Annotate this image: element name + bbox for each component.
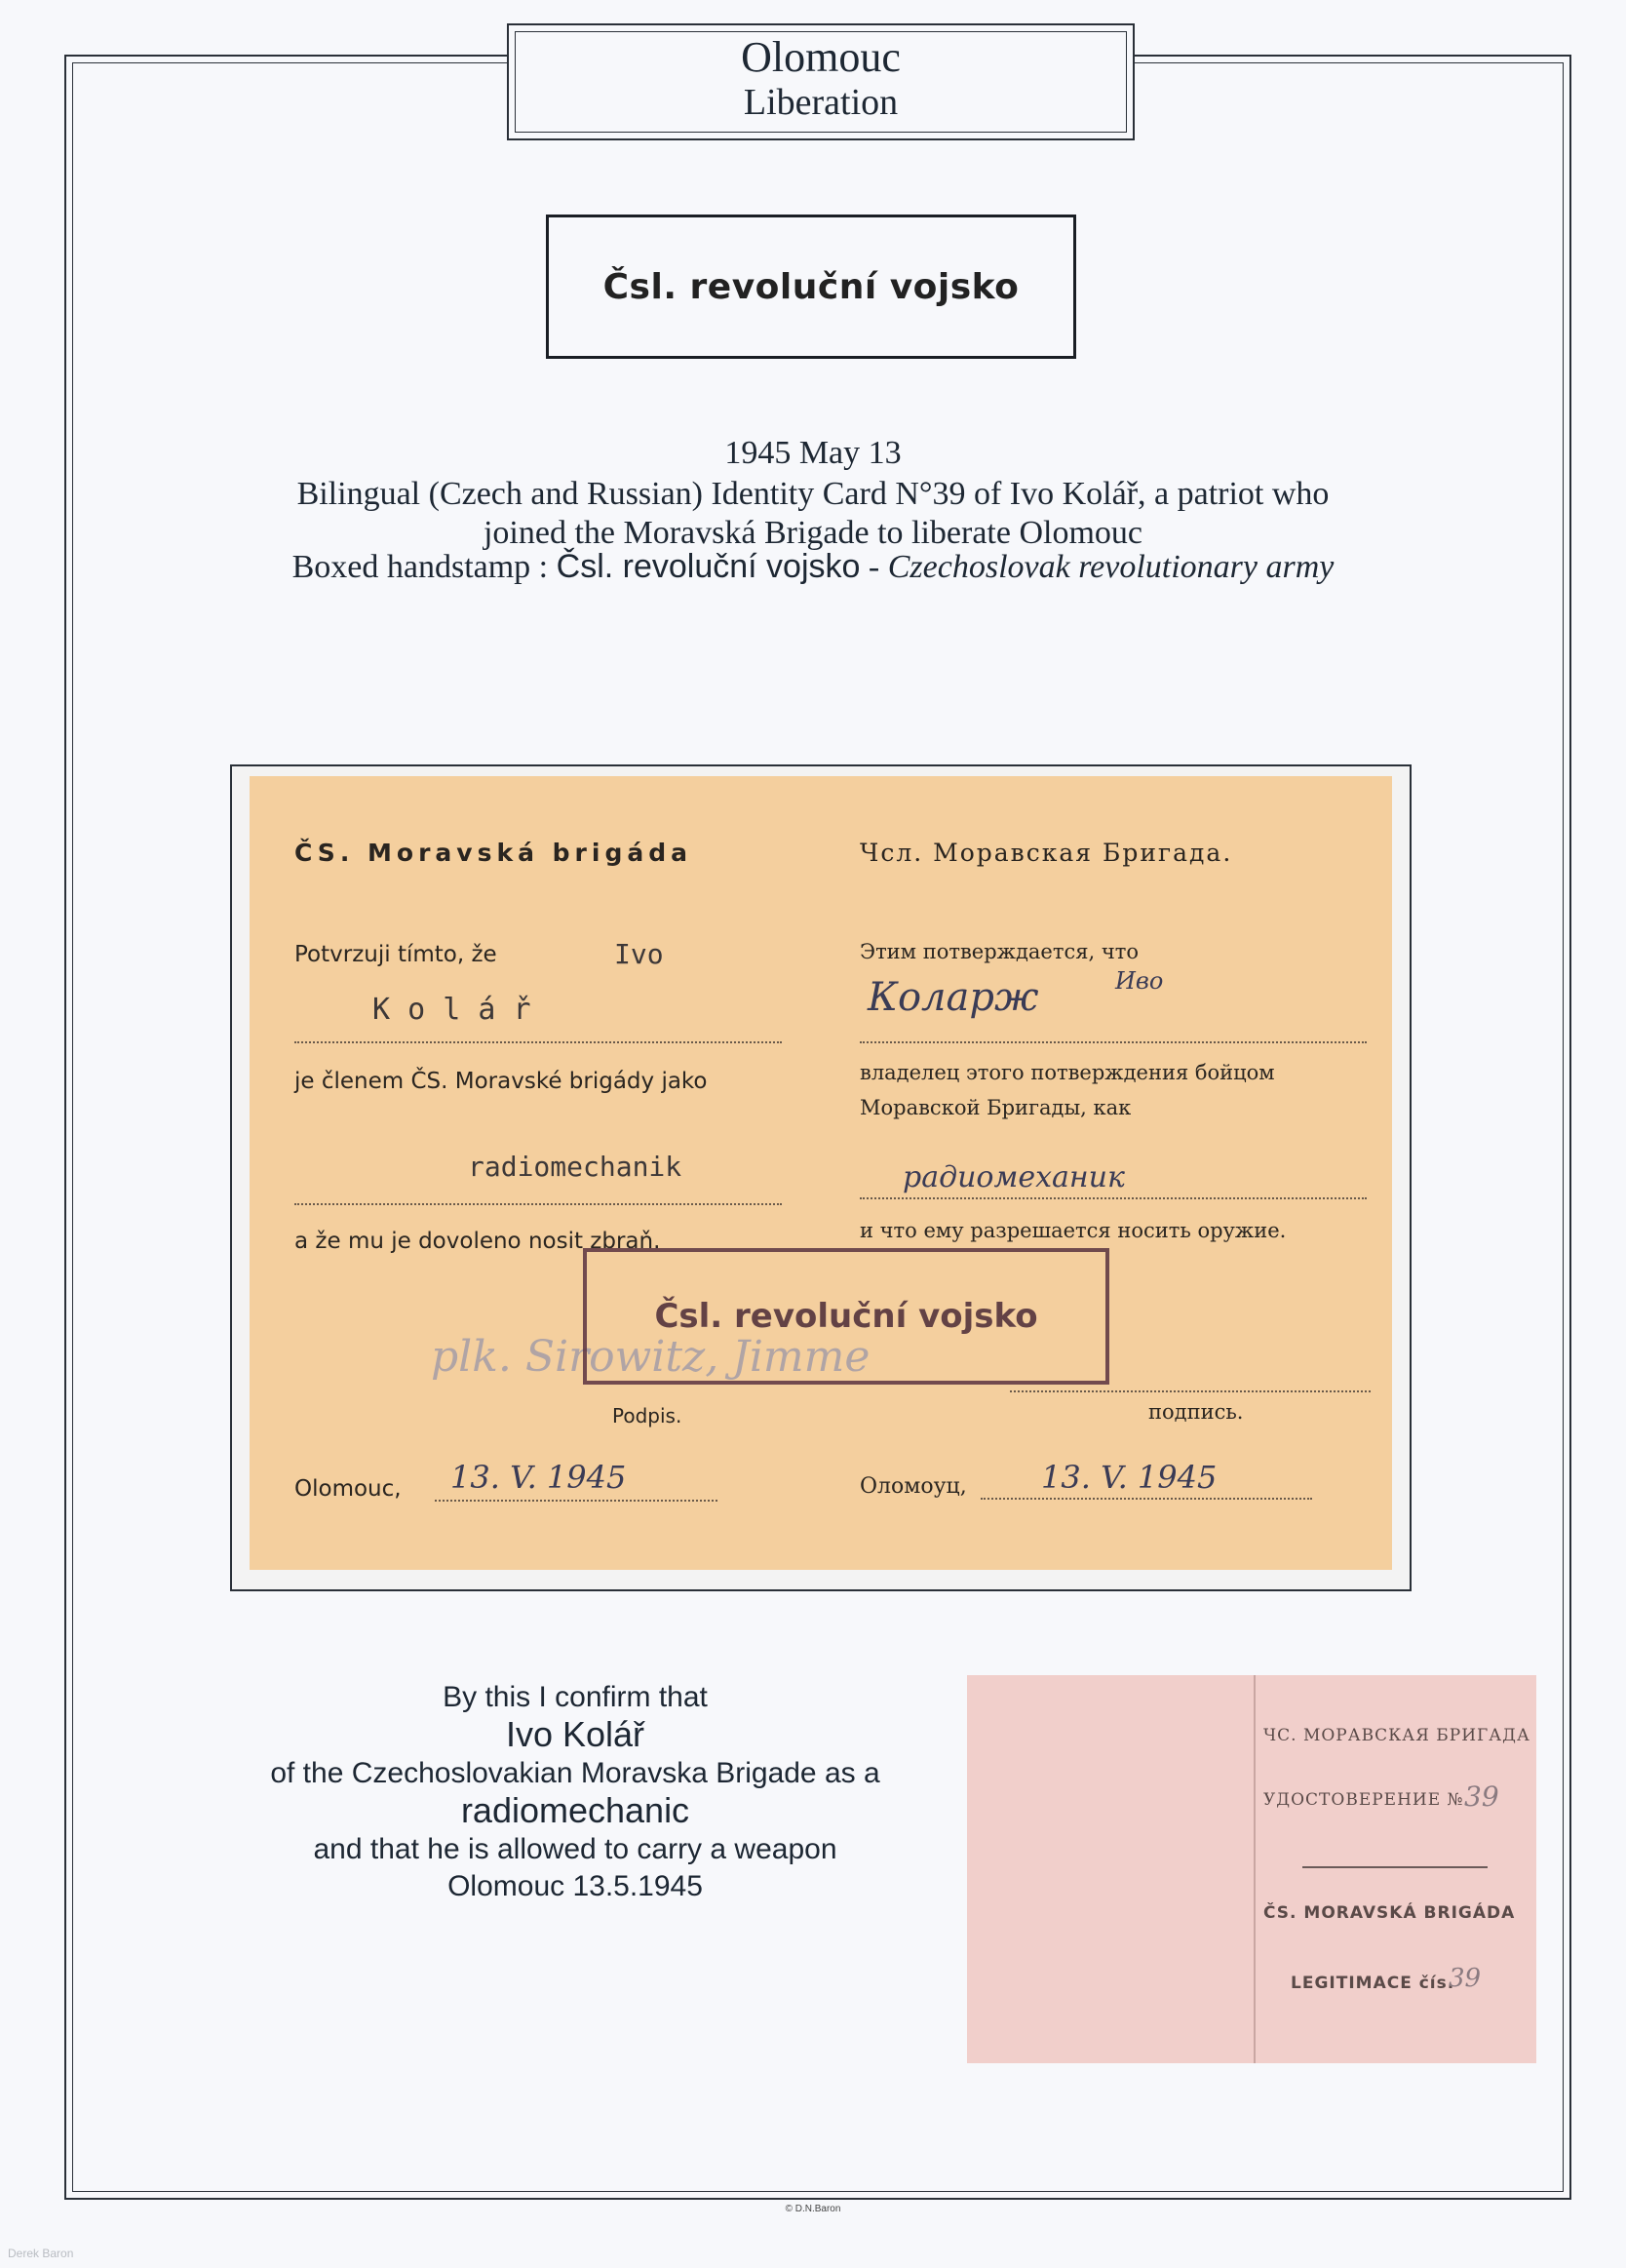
cover-brigade-russian: ЧС. МОРАВСКАЯ БРИГАДА <box>1263 1726 1530 1745</box>
translation-role: radiomechanic <box>460 1790 690 1830</box>
card-place-czech: Olomouc, <box>294 1476 402 1502</box>
translation-name: Ivo Kolář <box>505 1714 645 1754</box>
card-first-name-russian: Иво <box>1115 967 1164 995</box>
caption-line1: Bilingual (Czech and Russian) Identity Card N°39 of Ivo Kolář, a patriot who <box>296 476 1330 512</box>
handstamp-translation: - Czechoslovak revolutionary army <box>868 549 1335 585</box>
title-box <box>507 23 1135 140</box>
card-first-name-czech: Ivo <box>614 938 664 970</box>
caption-date: 1945 May 13 <box>724 435 902 471</box>
card-handstamp <box>583 1248 1109 1385</box>
card-confirm-czech: Potvrzuji tímto, že <box>294 942 497 967</box>
card-place-russian: Оломоуц, <box>860 1474 967 1499</box>
card-weapon-czech: a že mu je dovoleno nosit zbraň. <box>294 1229 661 1254</box>
card-confirm-russian: Этим потверждается, что <box>860 940 1139 963</box>
cover-certificate-russian: УДОСТОВЕРЕНИЕ № <box>1263 1790 1464 1810</box>
page-title: Olomouc <box>741 33 901 81</box>
caption-handstamp <box>146 548 1480 586</box>
card-name-russian: Коларж <box>868 975 1039 1020</box>
card-weapon-russian: и что ему разрешается носить оружие. <box>860 1219 1287 1242</box>
handstamp-text: Čsl. revoluční vojsko <box>602 266 1020 307</box>
cover-legitimace: LEGITIMACE čís. <box>1291 1974 1455 1993</box>
card-heading-russian: Чсл. Моравская Бригада. <box>860 839 1233 867</box>
card-date-czech: 13. V. 1945 <box>450 1459 627 1496</box>
card-member-russian-1: владелец этого потверждения бойцом <box>860 1061 1275 1084</box>
card-role-russian: радиомеханик <box>903 1160 1125 1194</box>
card-signature-label-russian: подпись. <box>1148 1400 1244 1424</box>
translation-line2: of the Czechoslovakian Moravska Brigade as a <box>270 1757 880 1789</box>
card-role-czech: radiomechanik <box>468 1151 682 1183</box>
cover-divider <box>1302 1866 1488 1868</box>
caption-line2: joined the Moravská Brigade to liberate Olomouc <box>483 515 1143 551</box>
card-signature-label-czech: Podpis. <box>612 1404 682 1427</box>
card-handstamp-text: Čsl. revoluční vojsko <box>654 1297 1038 1336</box>
copyright: © D.N.Baron <box>785 2204 841 2214</box>
card-signature: plk. Sirowitz, Jimme <box>431 1332 871 1382</box>
card-line <box>860 1197 1367 1199</box>
card-line <box>1010 1390 1371 1392</box>
handstamp-inscription: Čsl. revoluční vojsko <box>556 548 861 585</box>
card-line <box>435 1500 717 1502</box>
card-surname-czech: K o l á ř <box>372 993 531 1027</box>
page-subtitle: Liberation <box>743 82 899 123</box>
card-member-czech: je členem ČS. Moravské brigády jako <box>294 1069 708 1094</box>
card-member-russian-2: Моравской Бригады, как <box>860 1096 1132 1119</box>
cover-fold <box>1254 1675 1256 2063</box>
handstamp-enlargement <box>546 215 1076 359</box>
card-date-russian: 13. V. 1945 <box>1041 1459 1218 1496</box>
cover-brigade-czech: ČS. MORAVSKÁ BRIGÁDA <box>1263 1903 1516 1923</box>
card-line <box>294 1203 782 1205</box>
card-line <box>860 1041 1367 1043</box>
translation-line3: and that he is allowed to carry a weapon <box>313 1833 837 1865</box>
watermark: Derek Baron <box>8 2247 74 2260</box>
cover-number-russian: 39 <box>1464 1780 1499 1813</box>
handstamp-label: Boxed handstamp : <box>291 549 549 585</box>
translation-line4: Olomouc 13.5.1945 <box>447 1870 703 1902</box>
card-line <box>294 1041 782 1043</box>
identity-card <box>250 776 1392 1570</box>
cover-number-czech: 39 <box>1449 1964 1482 1993</box>
card-cover <box>967 1675 1536 2063</box>
translation-line1: By this I confirm that <box>443 1681 708 1713</box>
card-heading-czech: ČS. Moravská brigáda <box>294 839 692 867</box>
card-line <box>981 1498 1312 1500</box>
